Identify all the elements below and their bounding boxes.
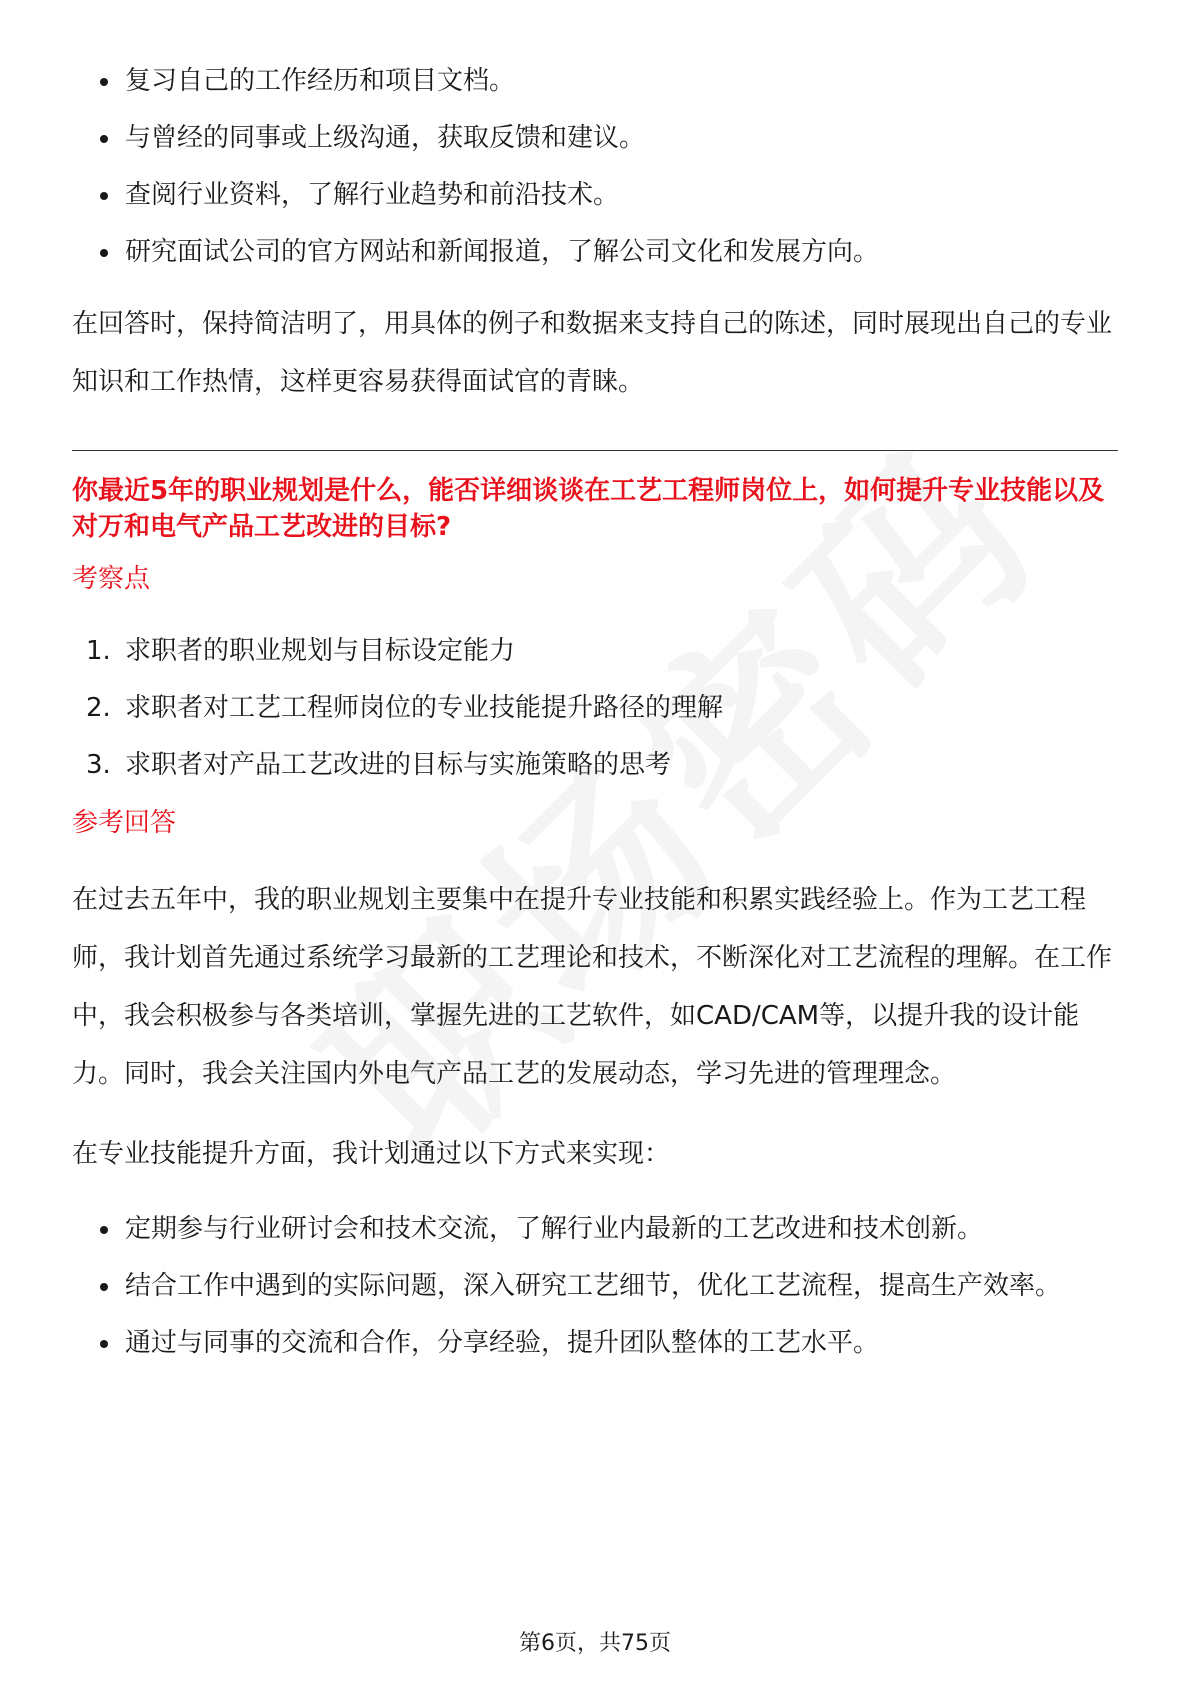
answer-paragraph: 在专业技能提升方面，我计划通过以下方式来实现： xyxy=(72,1139,671,1169)
list-item: 复习自己的工作经历和项目文档。 xyxy=(72,57,1118,105)
list-item: 2. 求职者对工艺工程师岗位的专业技能提升路径的理解 xyxy=(86,693,724,723)
section-divider xyxy=(72,450,1118,451)
list-item: 查阅行业资料，了解行业趋势和前沿技术。 xyxy=(72,171,1118,219)
bullet-dot-icon xyxy=(100,78,108,86)
focus-list xyxy=(72,627,1118,789)
list-item: 通过与同事的交流和合作，分享经验，提升团队整体的工艺水平。 xyxy=(72,1319,1118,1367)
list-item: 1. 求职者的职业规划与目标设定能力 xyxy=(86,636,516,666)
focus-section-title: 考察点 xyxy=(72,564,151,594)
top-bullet-list xyxy=(72,57,1118,276)
bullet-dot-icon xyxy=(100,1226,108,1234)
document-page xyxy=(72,0,1118,1376)
interview-question: 你最近5年的职业规划是什么，能否详细谈谈在工艺工程师岗位上，如何提升专业技能以及对万和电气产品工艺改进的目标? xyxy=(72,476,1105,542)
page-footer: 第6页，共75页 xyxy=(519,1631,671,1656)
list-item: 研究面试公司的官方网站和新闻报道，了解公司文化和发展方向。 xyxy=(72,228,1118,276)
bullet-dot-icon xyxy=(100,192,108,200)
answer-bullet-list xyxy=(72,1205,1118,1367)
bullet-dot-icon xyxy=(100,1283,108,1291)
bullet-dot-icon xyxy=(100,1340,108,1348)
advice-paragraph: 在回答时，保持简洁明了，用具体的例子和数据来支持自己的陈述，同时展现出自己的专业知识和工作热情，这样更容易获得面试官的青睐。 xyxy=(72,309,1113,397)
list-item: 定期参与行业研讨会和技术交流，了解行业内最新的工艺改进和技术创新。 xyxy=(72,1205,1118,1253)
list-item: 与曾经的同事或上级沟通，获取反馈和建议。 xyxy=(72,114,1118,162)
bullet-dot-icon xyxy=(100,135,108,143)
answer-section-title: 参考回答 xyxy=(72,808,177,838)
list-item: 3. 求职者对产品工艺改进的目标与实施策略的思考 xyxy=(86,750,672,780)
bullet-dot-icon xyxy=(100,249,108,257)
answer-paragraph: 在过去五年中，我的职业规划主要集中在提升专业技能和积累实践经验上。作为工艺工程师，我计划首先通过系统学习最新的工艺理论和技术，不断深化对工艺流程的理解。在工作中，我会积极参与各类培训，掌握先进的工艺软件，如CAD/CAM等，以提升我的设计能力。同时，我会关注国内外电气产品工艺的发展动态，学习先进的管理理念。 xyxy=(72,885,1113,1089)
list-item: 结合工作中遇到的实际问题，深入研究工艺细节，优化工艺流程，提高生产效率。 xyxy=(72,1262,1118,1310)
